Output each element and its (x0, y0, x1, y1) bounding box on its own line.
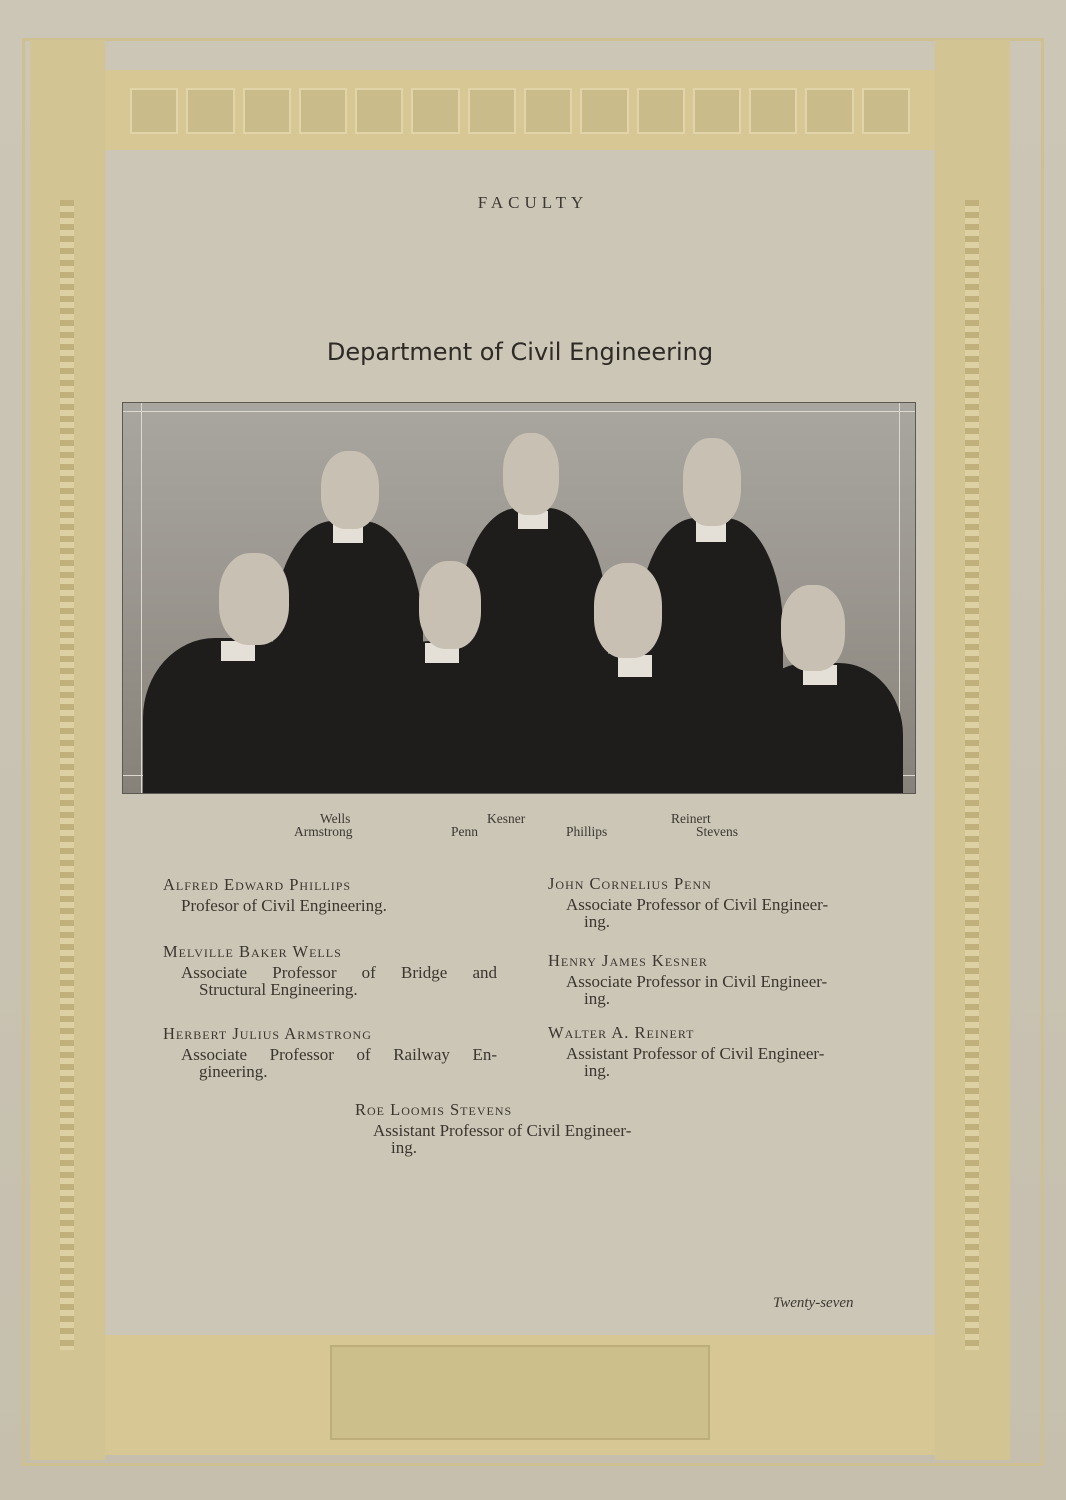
band-panel (637, 88, 685, 134)
faculty-name: Alfred Edward Phillips (163, 875, 352, 894)
section-heading: FACULTY (477, 193, 589, 212)
caption-name: Reinert (671, 811, 711, 826)
band-panel (299, 88, 347, 134)
face (219, 553, 289, 645)
caption-name: Phillips (566, 824, 608, 839)
faculty-title: Assistant Professor of Civil Engineer- (373, 1121, 632, 1140)
faculty-entry (163, 876, 503, 914)
faculty-entry (163, 943, 503, 998)
faculty-title: Associate Professor in Civil Engineer- (566, 972, 828, 991)
face (321, 451, 379, 529)
faculty-title-continued: ing. (584, 989, 610, 1008)
band-panel (130, 88, 178, 134)
band-panel (468, 88, 516, 134)
faculty-entry (548, 952, 888, 1007)
faculty-title-continued: ing. (584, 1061, 610, 1080)
caption-name: Penn (451, 824, 478, 839)
caption-name: Armstrong (294, 824, 353, 839)
faculty-entry (548, 1024, 888, 1079)
faculty-entry (163, 1025, 503, 1080)
face (419, 561, 481, 649)
suit (363, 641, 533, 794)
caption-name: Stevens (696, 824, 738, 839)
faculty-name: Walter A. Reinert (548, 1023, 695, 1042)
left-column-stripe (60, 200, 74, 1350)
faculty-title-continued: Structural Engineering. (199, 980, 358, 999)
faculty-title: Profesor of Civil Engineering. (181, 896, 387, 915)
faculty-name: Roe Loomis Stevens (355, 1100, 513, 1119)
department-title: Department of Civil Engineering (326, 338, 714, 366)
band-panel (186, 88, 234, 134)
band-panel (524, 88, 572, 134)
caption-name: Kesner (487, 811, 526, 826)
face (683, 438, 741, 526)
faculty-name: John Cornelius Penn (548, 874, 712, 893)
faculty-name: Henry James Kesner (548, 951, 708, 970)
right-column-stripe (965, 200, 979, 1350)
photo-border-line (123, 411, 916, 412)
faculty-title-continued: ing. (584, 912, 610, 931)
faculty-title: Associate Professor of Railway En- (181, 1045, 497, 1064)
faculty-title: Associate Professor of Bridge and (181, 963, 497, 982)
faculty-entry (548, 875, 888, 930)
band-panel (580, 88, 628, 134)
faculty-title: Associate Professor of Civil Engineer- (566, 895, 829, 914)
faculty-entry (355, 1101, 715, 1156)
left-ornamental-column (30, 40, 105, 1460)
faculty-group-photo (122, 402, 916, 794)
top-band-panels (130, 88, 910, 134)
bottom-scroll-ornament (330, 1345, 710, 1440)
photo-border-line (141, 403, 142, 794)
face (781, 585, 845, 671)
band-panel (355, 88, 403, 134)
faculty-title-continued: ing. (391, 1138, 417, 1157)
band-panel (749, 88, 797, 134)
face (594, 563, 662, 658)
band-panel (693, 88, 741, 134)
suit (143, 638, 323, 794)
collar (618, 655, 652, 677)
face (503, 433, 559, 515)
page-number: Twenty-seven (773, 1295, 854, 1311)
band-panel (243, 88, 291, 134)
faculty-name: Melville Baker Wells (163, 942, 342, 961)
caption-name: Wells (320, 811, 351, 826)
band-panel (862, 88, 910, 134)
right-ornamental-column (935, 40, 1010, 1460)
faculty-title: Assistant Professor of Civil Engineer- (566, 1044, 825, 1063)
faculty-name: Herbert Julius Armstrong (163, 1024, 372, 1043)
band-panel (805, 88, 853, 134)
band-panel (411, 88, 459, 134)
faculty-title-continued: gineering. (199, 1062, 268, 1081)
